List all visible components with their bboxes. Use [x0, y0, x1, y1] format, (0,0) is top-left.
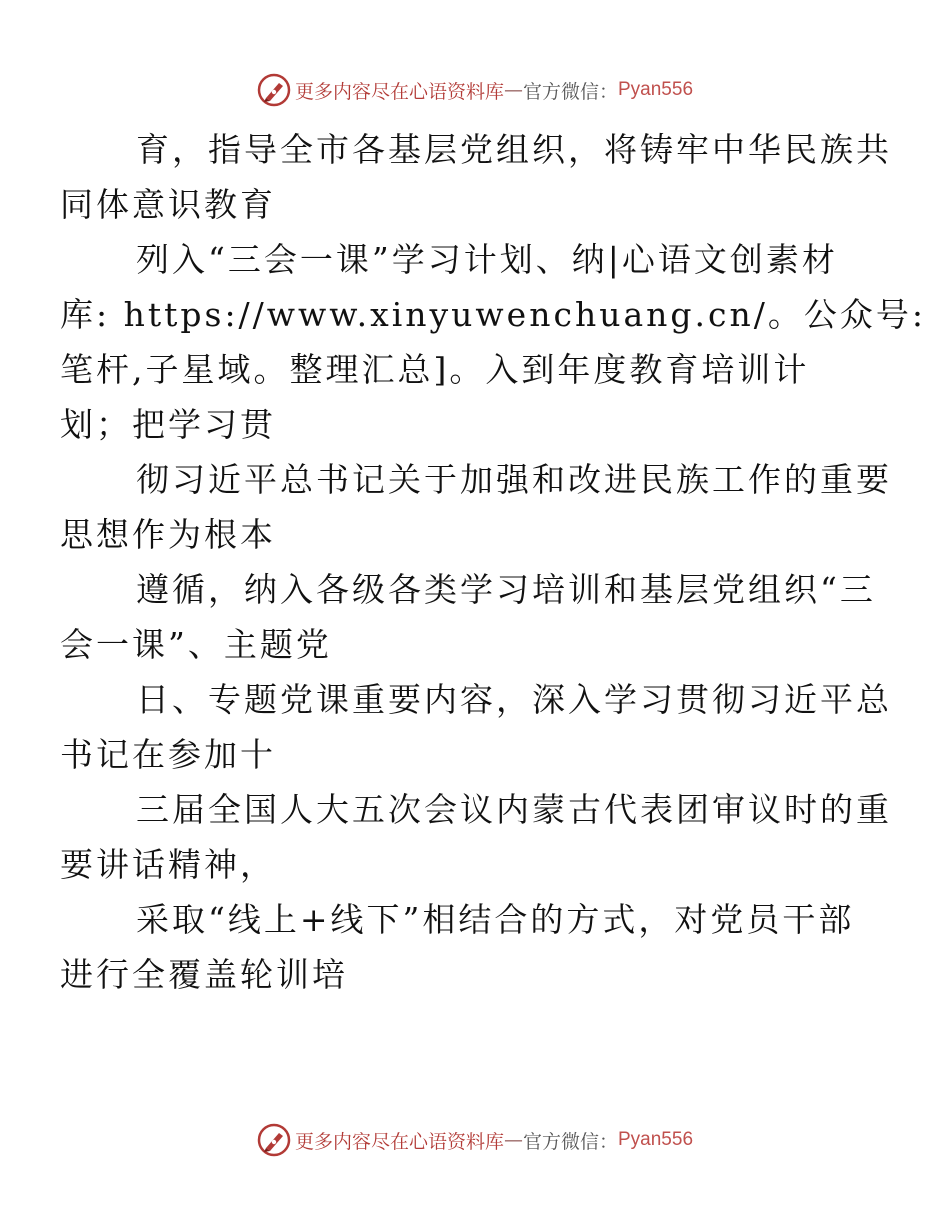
text-line: 育，指导全市各基层党组织，将铸牢中华民族共 — [136, 130, 892, 169]
pen-logo-icon — [257, 1123, 291, 1157]
watermark-separator: — — [503, 1129, 523, 1151]
watermark-text: 更多内容尽在心语资料库 — [294, 1130, 504, 1153]
footer-watermark — [0, 1120, 950, 1160]
text-line: 书记在参加十 — [60, 735, 276, 774]
text-line: 同体意识教育 — [60, 185, 276, 224]
watermark-id: Pyan556 — [618, 79, 694, 100]
text-line: 列入“三会一课”学习计划、纳|心语文创素材 — [136, 240, 838, 279]
watermark-label: 官方微信： — [522, 80, 618, 103]
text-line: 遵循，纳入各级各类学习培训和基层党组织“三 — [136, 570, 876, 609]
text-line: 进行全覆盖轮训培 — [60, 955, 348, 994]
paragraph — [60, 122, 892, 232]
text-line: 采取“线上+线下”相结合的方式，对党员干部 — [136, 900, 855, 939]
text-line: 笔杆,子星域。整理汇总]。入到年度教育培训计 — [60, 350, 810, 389]
paragraph — [60, 452, 892, 562]
text-line: 划；把学习贯 — [60, 405, 276, 444]
paragraph — [60, 232, 926, 452]
paragraph — [60, 892, 858, 1002]
text-line: 彻习近平总书记关于加强和改进民族工作的重要 — [136, 460, 892, 499]
paragraph — [60, 782, 892, 892]
text-line: 思想作为根本 — [60, 515, 276, 554]
text-line: 要讲话精神， — [60, 845, 276, 884]
watermark-separator: — — [503, 79, 523, 101]
watermark-id: Pyan556 — [618, 1129, 694, 1150]
text-line: 三届全国人大五次会议内蒙古代表团审议时的重 — [136, 790, 892, 829]
text-line: 会一课”、主题党 — [60, 625, 332, 664]
paragraph — [60, 562, 876, 672]
document-body — [60, 122, 926, 1002]
header-watermark — [0, 70, 950, 110]
text-line: 库: https://www.xinyuwenchuang.cn/。公众号: — [60, 295, 926, 334]
paragraph — [60, 672, 892, 782]
text-line: 日、专题党课重要内容，深入学习贯彻习近平总 — [136, 680, 892, 719]
watermark-text: 更多内容尽在心语资料库 — [294, 80, 504, 103]
pen-logo-icon — [257, 73, 291, 107]
watermark-label: 官方微信： — [522, 1130, 618, 1153]
